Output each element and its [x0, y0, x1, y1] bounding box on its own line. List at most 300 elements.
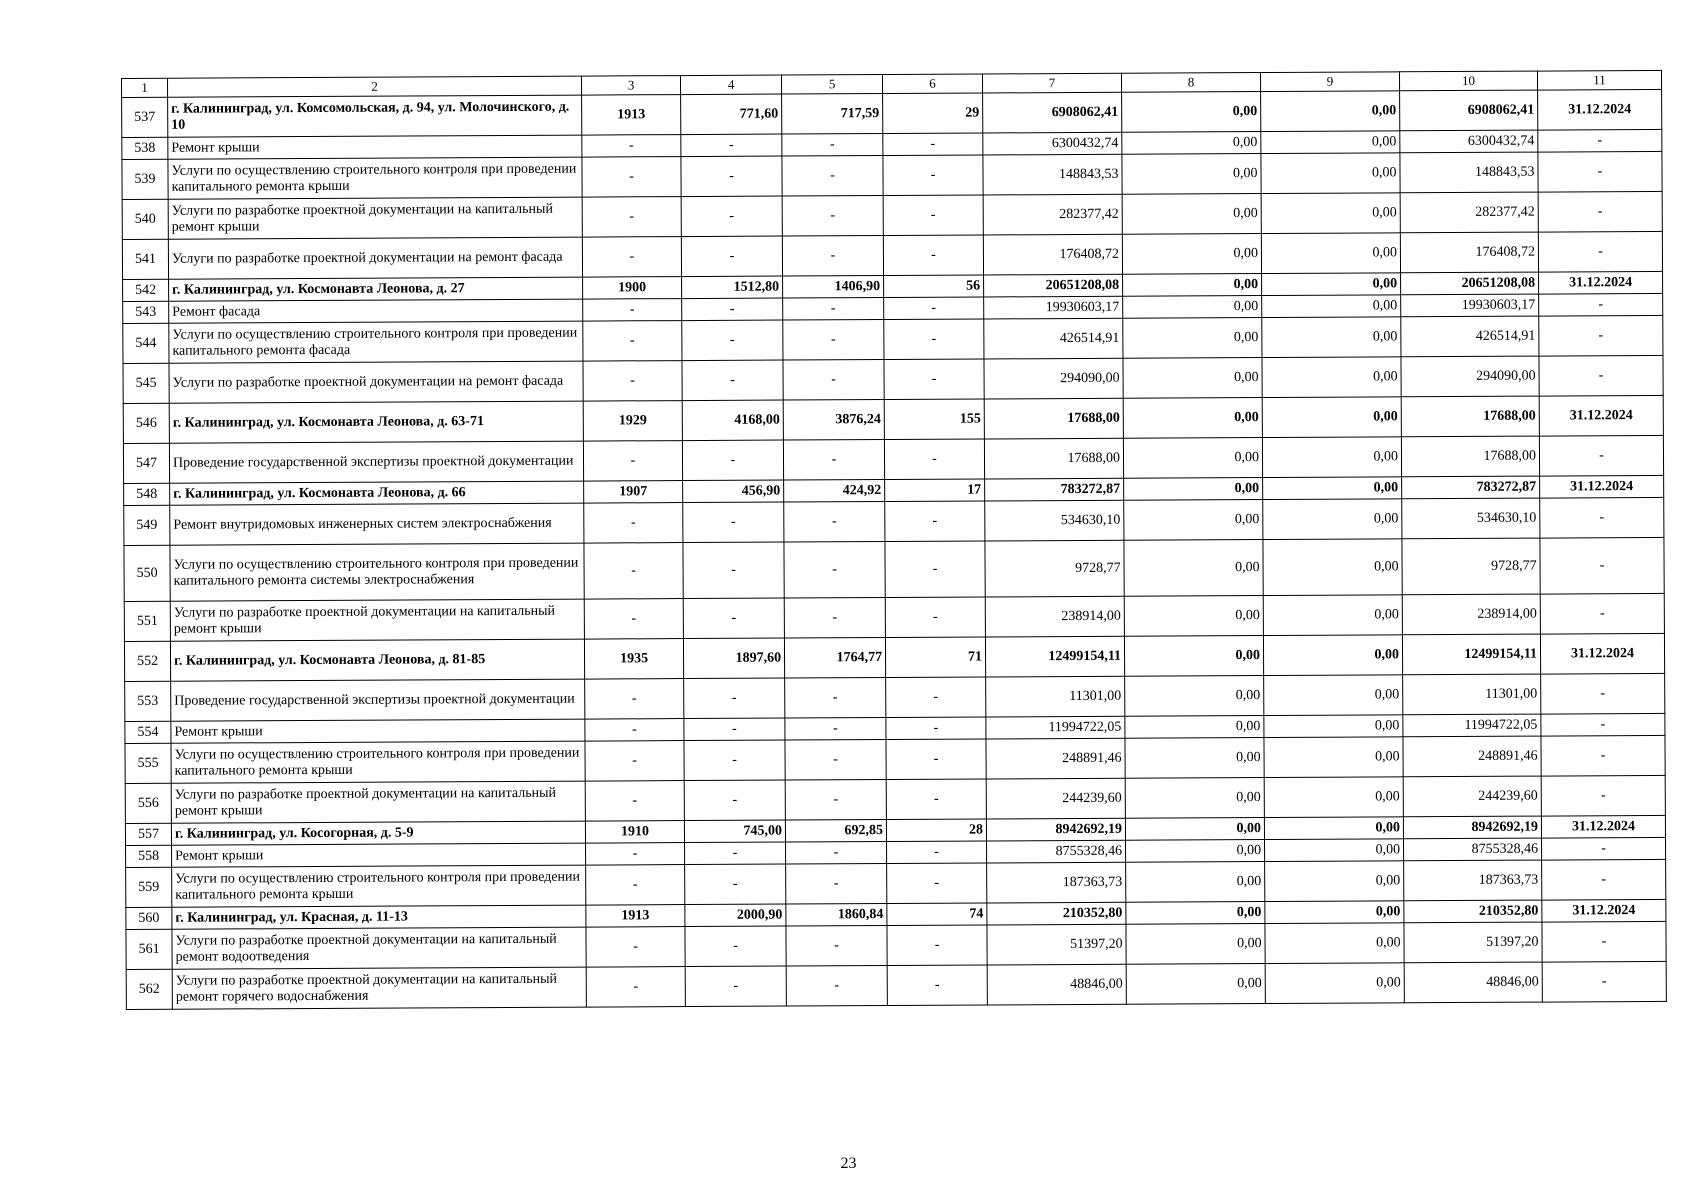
commission-year-cell: - [582, 157, 681, 198]
object-name-cell: Ремонт крыши [172, 843, 586, 867]
total-area-cell: - [683, 502, 784, 543]
column-header-11: 11 [1537, 70, 1661, 90]
budget-cost-cell: 0,00 [1261, 131, 1400, 154]
object-name-cell: г. Калининград, ул. Космонавта Леонова, д. 27 [169, 277, 583, 301]
owners-cost-cell: 244239,60 [1403, 776, 1541, 817]
living-area-cell: - [782, 156, 883, 197]
total-area-cell: 745,00 [684, 820, 785, 843]
total-cost-cell: 8942692,19 [986, 818, 1125, 841]
total-cost-cell: 238914,00 [985, 596, 1124, 637]
residents-cell: 71 [885, 637, 985, 678]
owners-cost-cell: 282377,42 [1400, 192, 1538, 233]
column-header-8: 8 [1121, 73, 1260, 93]
total-cost-cell: 244239,60 [986, 778, 1125, 819]
budget-cost-cell: 0,00 [1265, 839, 1404, 862]
table-row [126, 961, 1666, 1009]
total-cost-cell: 187363,73 [987, 862, 1126, 903]
fund-cost-cell: 0,00 [1125, 676, 1264, 717]
residents-cell: 28 [886, 819, 986, 842]
deadline-cell: - [1542, 859, 1666, 900]
deadline-cell: 31.12.2024 [1542, 899, 1666, 922]
budget-cost-cell: 0,00 [1262, 357, 1401, 398]
object-name-cell: Ремонт внутридомовых инженерных систем электроснабжения [170, 503, 584, 545]
deadline-cell: 31.12.2024 [1541, 815, 1665, 838]
deadline-cell: - [1541, 713, 1665, 736]
total-cost-cell: 6908062,41 [983, 92, 1122, 133]
owners-cost-cell: 238914,00 [1402, 594, 1540, 635]
residents-cell: - [883, 195, 983, 236]
residents-cell: 29 [883, 93, 983, 134]
deadline-cell: - [1539, 293, 1663, 316]
fund-cost-cell: 0,00 [1125, 778, 1264, 819]
residents-cell: - [885, 597, 985, 638]
living-area-cell: - [783, 298, 884, 321]
deadline-cell: - [1540, 593, 1664, 634]
residents-cell: - [883, 133, 983, 156]
row-number-cell: 553 [125, 681, 171, 721]
living-area-cell: - [784, 598, 885, 639]
owners-cost-cell: 426514,91 [1401, 316, 1539, 357]
fund-cost-cell: 0,00 [1124, 596, 1263, 637]
residents-cell: - [886, 717, 986, 740]
budget-cost-cell: 0,00 [1262, 437, 1401, 478]
residents-cell: - [884, 359, 984, 400]
total-area-cell: - [684, 718, 785, 741]
commission-year-cell: 1913 [582, 95, 681, 136]
row-number-cell: 559 [126, 867, 172, 907]
table-row [124, 537, 1664, 601]
row-number-cell: 552 [124, 641, 170, 681]
fund-cost-cell: 0,00 [1122, 154, 1261, 195]
residents-cell: - [884, 439, 984, 480]
owners-cost-cell: 248891,46 [1403, 736, 1541, 777]
residents-cell: 74 [887, 903, 987, 926]
fund-cost-cell: 0,00 [1123, 438, 1262, 479]
total-area-cell: - [683, 542, 784, 599]
commission-year-cell: 1929 [583, 401, 682, 442]
column-header-3: 3 [581, 76, 680, 96]
object-name-cell: Проведение государственной экспертизы проектной документации [169, 441, 583, 483]
fund-cost-cell: 0,00 [1125, 738, 1264, 779]
commission-year-cell: 1910 [585, 821, 684, 844]
living-area-cell: 692,85 [785, 820, 886, 843]
column-header-10: 10 [1399, 71, 1537, 91]
total-cost-cell: 148843,53 [983, 154, 1122, 195]
total-area-cell: 1512,80 [682, 276, 783, 299]
residents-cell: - [884, 319, 984, 360]
object-name-cell: Услуги по разработке проектной документации на капитальный ремонт крыши [171, 781, 585, 823]
deadline-cell: - [1541, 775, 1665, 816]
budget-cost-cell: 0,00 [1264, 817, 1403, 840]
row-number-cell: 549 [124, 505, 170, 545]
column-header-6: 6 [882, 74, 982, 94]
residents-cell: 56 [884, 275, 984, 298]
residents-cell: - [885, 541, 985, 598]
total-area-cell: 456,90 [683, 480, 784, 503]
object-name-cell: г. Калининград, ул. Комсомольская, д. 94, ул. Молочинского, д. 10 [168, 95, 582, 137]
budget-cost-cell: 0,00 [1261, 91, 1400, 132]
budget-cost-cell: 0,00 [1265, 861, 1404, 902]
living-area-cell: - [784, 502, 885, 543]
commission-year-cell: - [582, 237, 681, 278]
living-area-cell: - [785, 780, 886, 821]
total-cost-cell: 11301,00 [986, 676, 1125, 717]
living-area-cell: - [783, 360, 884, 401]
row-number-cell: 555 [125, 743, 171, 783]
total-area-cell: - [682, 298, 783, 321]
total-cost-cell: 294090,00 [984, 358, 1123, 399]
object-name-cell: Услуги по разработке проектной документации на капитальный ремонт крыши [170, 599, 584, 641]
page-number: 23 [840, 1155, 857, 1172]
residents-cell: - [887, 841, 987, 864]
deadline-cell: - [1538, 191, 1662, 232]
owners-cost-cell: 17688,00 [1401, 436, 1539, 477]
object-name-cell: г. Калининград, ул. Космонавта Леонова, д. 81-85 [170, 639, 584, 681]
commission-year-cell: - [585, 679, 684, 720]
budget-cost-cell: 0,00 [1263, 595, 1402, 636]
owners-cost-cell: 11301,00 [1403, 674, 1541, 715]
capital-repair-table [121, 70, 1667, 1010]
deadline-cell: 31.12.2024 [1540, 475, 1664, 498]
commission-year-cell: - [585, 781, 684, 822]
owners-cost-cell: 9728,77 [1402, 538, 1540, 595]
row-number-cell: 542 [123, 279, 169, 301]
row-number-cell: 545 [123, 363, 169, 403]
fund-cost-cell: 0,00 [1123, 274, 1262, 297]
fund-cost-cell: 0,00 [1126, 862, 1265, 903]
commission-year-cell: - [585, 719, 684, 742]
deadline-cell: - [1539, 435, 1663, 476]
residents-cell: - [885, 501, 985, 542]
living-area-cell: - [782, 236, 883, 277]
table-body [122, 70, 1667, 1009]
owners-cost-cell: 187363,73 [1404, 860, 1542, 901]
commission-year-cell: 1907 [584, 481, 683, 504]
living-area-cell: - [786, 864, 887, 905]
owners-cost-cell: 48846,00 [1404, 962, 1542, 1003]
residents-cell: - [887, 925, 987, 966]
living-area-cell: - [782, 134, 883, 157]
row-number-cell: 550 [124, 545, 170, 601]
residents-cell: 155 [884, 399, 984, 440]
total-cost-cell: 51397,20 [987, 924, 1126, 965]
total-cost-cell: 11994722,05 [986, 716, 1125, 739]
object-name-cell: Ремонт крыши [171, 719, 585, 743]
owners-cost-cell: 210352,80 [1404, 900, 1542, 923]
object-name-cell: Услуги по разработке проектной документации на ремонт фасада [169, 361, 583, 403]
total-cost-cell: 17688,00 [984, 438, 1123, 479]
total-cost-cell: 282377,42 [983, 194, 1122, 235]
budget-cost-cell: 0,00 [1262, 317, 1401, 358]
living-area-cell: 717,59 [782, 94, 883, 135]
total-cost-cell: 783272,87 [985, 478, 1124, 501]
owners-cost-cell: 534630,10 [1402, 498, 1540, 539]
living-area-cell: 1406,90 [783, 276, 884, 299]
deadline-cell: - [1541, 735, 1665, 776]
total-area-cell: - [685, 864, 786, 905]
total-area-cell: - [681, 196, 782, 237]
object-name-cell: Услуги по осуществлению строительного контроля при проведении капитального ремонта системы электроснабжения [170, 543, 584, 601]
fund-cost-cell: 0,00 [1122, 194, 1261, 235]
total-area-cell: - [681, 134, 782, 157]
total-cost-cell: 8755328,46 [987, 840, 1126, 863]
object-name-cell: Услуги по осуществлению строительного контроля при проведении капитального ремонта крыши [172, 865, 586, 907]
total-cost-cell: 17688,00 [984, 398, 1123, 439]
deadline-cell: - [1538, 151, 1662, 192]
total-area-cell: - [682, 320, 783, 361]
commission-year-cell: - [584, 599, 683, 640]
budget-cost-cell: 0,00 [1264, 737, 1403, 778]
total-area-cell: - [685, 926, 786, 967]
row-number-cell: 543 [123, 301, 169, 323]
budget-cost-cell: 0,00 [1264, 777, 1403, 818]
commission-year-cell: - [586, 865, 685, 906]
living-area-cell: - [785, 740, 886, 781]
deadline-cell: - [1539, 355, 1663, 396]
budget-cost-cell: 0,00 [1263, 477, 1402, 500]
object-name-cell: Услуги по разработке проектной документации на капитальный ремонт водоотведения [172, 927, 586, 969]
fund-cost-cell: 0,00 [1124, 636, 1263, 677]
residents-cell: - [886, 779, 986, 820]
owners-cost-cell: 20651208,08 [1401, 272, 1539, 295]
owners-cost-cell: 51397,20 [1404, 922, 1542, 963]
total-area-cell: - [682, 440, 783, 481]
living-area-cell: 424,92 [784, 480, 885, 503]
total-area-cell: - [684, 780, 785, 821]
row-number-cell: 558 [126, 845, 172, 867]
total-cost-cell: 20651208,08 [984, 274, 1123, 297]
object-name-cell: г. Калининград, ул. Космонавта Леонова, д. 63-71 [169, 401, 583, 443]
row-number-cell: 556 [125, 783, 171, 823]
deadline-cell: - [1542, 961, 1666, 1002]
row-number-cell: 544 [123, 323, 169, 363]
column-header-1: 1 [122, 78, 168, 97]
commission-year-cell: - [585, 741, 684, 782]
object-name-cell: г. Калининград, ул. Космонавта Леонова, д. 66 [170, 481, 584, 505]
living-area-cell: - [785, 678, 886, 719]
budget-cost-cell: 0,00 [1261, 193, 1400, 234]
owners-cost-cell: 11994722,05 [1403, 714, 1541, 737]
total-area-cell: - [683, 598, 784, 639]
budget-cost-cell: 0,00 [1262, 397, 1401, 438]
budget-cost-cell: 0,00 [1263, 539, 1402, 596]
deadline-cell: - [1538, 231, 1662, 272]
living-area-cell: - [783, 440, 884, 481]
total-cost-cell: 248891,46 [986, 738, 1125, 779]
object-name-cell: Услуги по осуществлению строительного контроля при проведении капитального ремонта крыши [171, 741, 585, 783]
row-number-cell: 537 [122, 97, 168, 137]
living-area-cell: - [786, 966, 887, 1007]
row-number-cell: 554 [125, 721, 171, 743]
deadline-cell: - [1541, 837, 1665, 860]
column-header-2: 2 [168, 76, 582, 97]
row-number-cell: 546 [123, 403, 169, 443]
owners-cost-cell: 176408,72 [1400, 232, 1538, 273]
deadline-cell: - [1540, 537, 1664, 594]
fund-cost-cell: 0,00 [1122, 234, 1261, 275]
fund-cost-cell: 0,00 [1124, 478, 1263, 501]
owners-cost-cell: 6908062,41 [1400, 90, 1538, 131]
budget-cost-cell: 0,00 [1264, 675, 1403, 716]
living-area-cell: - [786, 926, 887, 967]
commission-year-cell: - [583, 321, 682, 362]
total-area-cell: - [684, 740, 785, 781]
budget-cost-cell: 0,00 [1261, 233, 1400, 274]
object-name-cell: Ремонт фасада [169, 299, 583, 323]
total-area-cell: - [685, 966, 786, 1007]
total-area-cell: 2000,90 [685, 904, 786, 927]
residents-cell: - [887, 863, 987, 904]
total-area-cell: - [684, 678, 785, 719]
owners-cost-cell: 783272,87 [1402, 476, 1540, 499]
row-number-cell: 541 [122, 239, 168, 279]
fund-cost-cell: 0,00 [1125, 716, 1264, 739]
living-area-cell: - [784, 542, 885, 599]
object-name-cell: г. Калининград, ул. Красная, д. 11-13 [172, 905, 586, 929]
deadline-cell: - [1538, 129, 1662, 152]
owners-cost-cell: 6300432,74 [1400, 130, 1538, 153]
commission-year-cell: - [583, 441, 682, 482]
total-area-cell: 1897,60 [683, 638, 784, 679]
residents-cell: 17 [885, 479, 985, 502]
living-area-cell: 1860,84 [786, 904, 887, 927]
deadline-cell: 31.12.2024 [1538, 89, 1662, 130]
living-area-cell: - [782, 196, 883, 237]
deadline-cell: - [1540, 497, 1664, 538]
fund-cost-cell: 0,00 [1122, 132, 1261, 155]
row-number-cell: 539 [122, 159, 168, 199]
deadline-cell: - [1539, 315, 1663, 356]
fund-cost-cell: 0,00 [1123, 318, 1262, 359]
fund-cost-cell: 0,00 [1123, 296, 1262, 319]
object-name-cell: Услуги по осуществлению строительного контроля при проведении капитального ремонта фасада [169, 321, 583, 363]
living-area-cell: - [786, 842, 887, 865]
owners-cost-cell: 294090,00 [1401, 356, 1539, 397]
owners-cost-cell: 8942692,19 [1403, 816, 1541, 839]
commission-year-cell: - [586, 843, 685, 866]
owners-cost-cell: 17688,00 [1401, 396, 1539, 437]
commission-year-cell: 1900 [583, 277, 682, 300]
fund-cost-cell: 0,00 [1123, 398, 1262, 439]
total-area-cell: - [682, 360, 783, 401]
object-name-cell: Услуги по осуществлению строительного контроля при проведении капитального ремонта крыши [168, 157, 582, 199]
fund-cost-cell: 0,00 [1123, 358, 1262, 399]
total-cost-cell: 9728,77 [985, 540, 1124, 597]
total-area-cell: - [685, 842, 786, 865]
commission-year-cell: - [583, 299, 682, 322]
deadline-cell: 31.12.2024 [1539, 395, 1663, 436]
row-number-cell: 557 [125, 823, 171, 845]
total-cost-cell: 426514,91 [984, 318, 1123, 359]
budget-cost-cell: 0,00 [1265, 923, 1404, 964]
fund-cost-cell: 0,00 [1124, 500, 1263, 541]
residents-cell: - [883, 235, 983, 276]
fund-cost-cell: 0,00 [1126, 840, 1265, 863]
living-area-cell: 1764,77 [784, 638, 885, 679]
commission-year-cell: - [582, 197, 681, 238]
total-cost-cell: 12499154,11 [985, 636, 1124, 677]
fund-cost-cell: 0,00 [1126, 902, 1265, 925]
residents-cell: - [886, 677, 986, 718]
total-cost-cell: 176408,72 [983, 234, 1122, 275]
object-name-cell: Услуги по разработке проектной документации на капитальный ремонт горячего водоснабжения [172, 967, 586, 1009]
commission-year-cell: - [584, 543, 683, 600]
fund-cost-cell: 0,00 [1122, 92, 1261, 133]
row-number-cell: 562 [126, 969, 172, 1009]
object-name-cell: Услуги по разработке проектной документации на ремонт фасада [168, 237, 582, 279]
budget-cost-cell: 0,00 [1263, 499, 1402, 540]
owners-cost-cell: 19930603,17 [1401, 294, 1539, 317]
row-number-cell: 561 [126, 929, 172, 969]
residents-cell: - [884, 297, 984, 320]
residents-cell: - [883, 155, 983, 196]
total-cost-cell: 48846,00 [987, 964, 1126, 1005]
object-name-cell: Услуги по разработке проектной документации на капитальный ремонт крыши [168, 197, 582, 239]
owners-cost-cell: 148843,53 [1400, 152, 1538, 193]
budget-cost-cell: 0,00 [1263, 635, 1402, 676]
total-cost-cell: 6300432,74 [983, 132, 1122, 155]
row-number-cell: 538 [122, 137, 168, 159]
deadline-cell: 31.12.2024 [1540, 633, 1664, 674]
column-header-5: 5 [781, 75, 882, 95]
budget-cost-cell: 0,00 [1265, 901, 1404, 924]
total-area-cell: 4168,00 [682, 400, 783, 441]
owners-cost-cell: 12499154,11 [1402, 634, 1540, 675]
fund-cost-cell: 0,00 [1126, 924, 1265, 965]
deadline-cell: - [1542, 921, 1666, 962]
deadline-cell: 31.12.2024 [1539, 271, 1663, 294]
object-name-cell: г. Калининград, ул. Косогорная, д. 5-9 [171, 821, 585, 845]
object-name-cell: Проведение государственной экспертизы проектной документации [171, 679, 585, 721]
commission-year-cell: - [586, 927, 685, 968]
budget-cost-cell: 0,00 [1262, 273, 1401, 296]
row-number-cell: 560 [126, 907, 172, 929]
budget-cost-cell: 0,00 [1261, 153, 1400, 194]
living-area-cell: - [785, 718, 886, 741]
commission-year-cell: - [582, 135, 681, 158]
budget-cost-cell: 0,00 [1262, 295, 1401, 318]
residents-cell: - [886, 739, 986, 780]
living-area-cell: - [783, 320, 884, 361]
document-sheet [121, 70, 1666, 1010]
total-area-cell: - [681, 156, 782, 197]
column-header-7: 7 [982, 73, 1121, 93]
column-header-9: 9 [1260, 72, 1399, 92]
residents-cell: - [887, 965, 987, 1006]
commission-year-cell: - [584, 503, 683, 544]
commission-year-cell: - [586, 967, 685, 1008]
row-number-cell: 547 [123, 443, 169, 483]
total-cost-cell: 534630,10 [985, 500, 1124, 541]
row-number-cell: 548 [124, 483, 170, 505]
fund-cost-cell: 0,00 [1126, 964, 1265, 1005]
commission-year-cell: 1913 [586, 905, 685, 928]
fund-cost-cell: 0,00 [1125, 818, 1264, 841]
row-number-cell: 540 [122, 199, 168, 239]
deadline-cell: - [1541, 673, 1665, 714]
commission-year-cell: - [583, 361, 682, 402]
total-cost-cell: 210352,80 [987, 902, 1126, 925]
fund-cost-cell: 0,00 [1124, 540, 1263, 597]
row-number-cell: 551 [124, 601, 170, 641]
total-cost-cell: 19930603,17 [984, 296, 1123, 319]
total-area-cell: 771,60 [681, 94, 782, 135]
owners-cost-cell: 8755328,46 [1404, 838, 1542, 861]
budget-cost-cell: 0,00 [1265, 963, 1404, 1004]
total-area-cell: - [681, 236, 782, 277]
budget-cost-cell: 0,00 [1264, 715, 1403, 738]
living-area-cell: 3876,24 [783, 400, 884, 441]
